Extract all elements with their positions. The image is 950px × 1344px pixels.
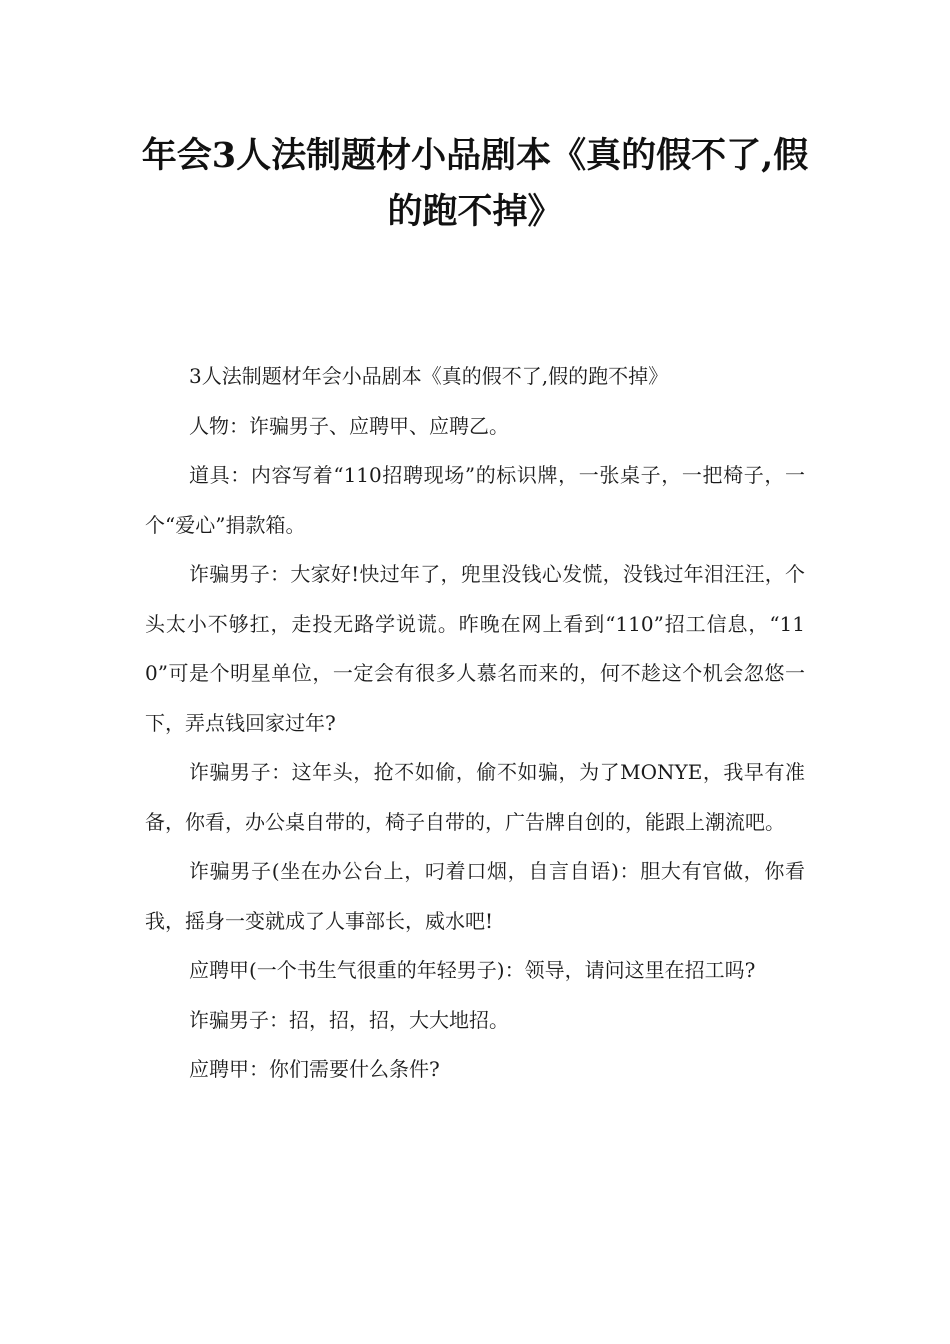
paragraph-dialogue: 诈骗男子(坐在办公台上，叼着口烟，自言自语)：胆大有官做，你看我，摇身一变就成了人事部长，威水吧! (145, 859, 805, 933)
document-body (145, 352, 805, 1095)
document-title: 年会3人法制题材小品剧本《真的假不了,假的跑不掉》 (141, 135, 809, 232)
paragraph-dialogue: 诈骗男子：大家好!快过年了，兜里没钱心发慌，没钱过年泪汪汪，个头太小不够扛，走投无路学说谎。昨晚在网上看到“110”招工信息，“110”可是个明星单位，一定会有很多人慕名而来的，何不趁这个机会忽悠一下，弄点钱回家过年? (145, 562, 805, 735)
paragraph-characters: 人物：诈骗男子、应聘甲、应聘乙。 (189, 413, 509, 438)
paragraph-props: 道具：内容写着“110招聘现场”的标识牌，一张桌子，一把椅子，一个“爱心”捐款箱。 (145, 463, 805, 537)
paragraph-script-title: 3人法制题材年会小品剧本《真的假不了,假的跑不掉》 (189, 364, 669, 388)
paragraph-dialogue: 诈骗男子：这年头，抢不如偷，偷不如骗，为了MONYE，我早有准备，你看，办公桌自带的，椅子自带的，广告牌自创的，能跟上潮流吧。 (145, 760, 805, 834)
paragraph-dialogue: 应聘甲(一个书生气很重的年轻男子)：领导，请问这里在招工吗? (189, 958, 756, 982)
paragraph-dialogue: 诈骗男子：招，招，招，大大地招。 (189, 1007, 509, 1032)
paragraph-dialogue: 应聘甲：你们需要什么条件? (189, 1057, 440, 1081)
